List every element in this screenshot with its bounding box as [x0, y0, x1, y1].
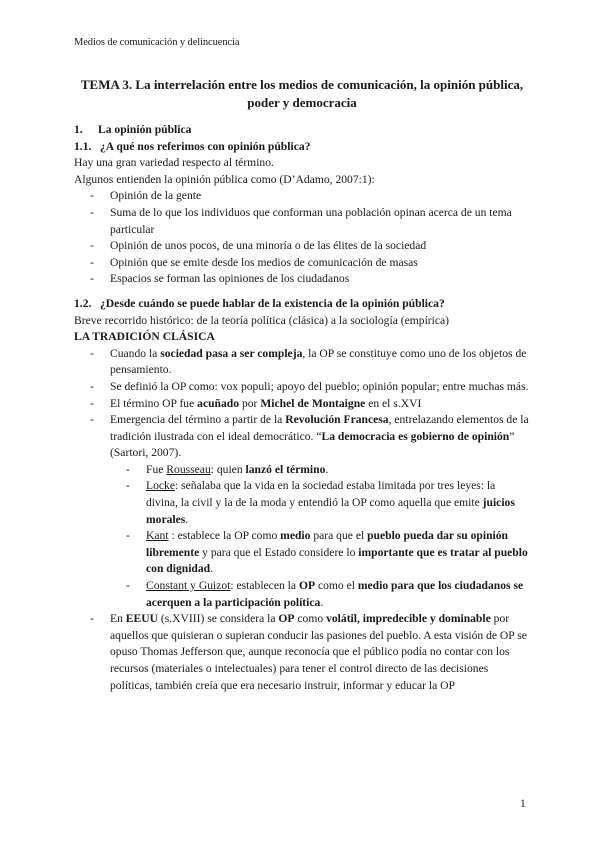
- subsection-heading-1-1: 1.1. ¿A qué nos referimos con opinión pública?: [74, 139, 311, 153]
- sublist-item: - Locke: señalaba que la vida en la sociedad estaba limitada por tres leyes: la divina, la civil y la de la moda y entendió la OP como aquella que emite juicios morales.: [74, 478, 530, 528]
- list-item: - En EEUU (s.XVIII) se considera la OP como volátil, impredecible y dominable por aquellos que quisieran o supieran conducir las pasiones del pueblo. A esta visión de OP se opuso Thomas Jefferson que, aunque reconocía que el público podía no contar con los recursos (materiales o intelectuales) para tener el control directo de las decisiones políticas, también creía que era necesario instruir, informar y educar la OP: [74, 611, 530, 694]
- list-item: - Opinión de la gente: [74, 188, 530, 205]
- list-item: - El término OP fue acuñado por Michel de Montaigne en el s.XVI: [74, 396, 530, 413]
- paragraph: Hay una gran variedad respecto al término.: [74, 156, 274, 170]
- definition-list: [74, 188, 530, 288]
- document-title: [74, 76, 530, 112]
- running-header: Medios de comunicación y delincuencia: [74, 37, 240, 48]
- list-item: - Opinión de unos pocos, de una minoría o de las élites de la sociedad: [74, 238, 530, 255]
- history-list: [74, 346, 530, 694]
- list-item: - Suma de lo que los individuos que conforman una población opinan acerca de un tema particular: [74, 205, 530, 238]
- list-item: - Espacios se forman las opiniones de los ciudadanos: [74, 271, 530, 288]
- sublist-item: - Kant : establece la OP como medio para que el pueblo pueda dar su opinión libremente y para que el Estado considere lo importante que es tratar al pueblo con dignidad.: [74, 528, 530, 578]
- list-item: - Cuando la sociedad pasa a ser compleja, la OP se constituye como uno de los objetos de pensamiento.: [74, 346, 530, 379]
- document-title-line-2: poder y democracia: [247, 95, 357, 110]
- paragraph: Breve recorrido histórico: de la teoría política (clásica) a la sociología (empírica): [74, 313, 450, 327]
- section-heading: 1. La opinión pública: [74, 123, 192, 136]
- paragraph: Algunos entienden la opinión pública como (D’Adamo, 2007:1):: [74, 172, 375, 186]
- thinkers-sublist: [74, 462, 530, 611]
- list-item: - Emergencia del término a partir de la Revolución Francesa, entrelazando elementos de la tradición ilustrada con el ideal democrático. “La democracia es gobierno de opinión” (Sartori, 2007). - Fue Rousseau: quien lanzó el término. - Locke: señalaba que la vida en la sociedad estaba limitada por tres leyes: la divina, la civil y la de la moda y entendió la OP como aquella que emite juicios morales. - Kant : establece la OP como medio para que el pueblo pueda dar su opinión libremente y para que el Estado considere lo importante que es tratar al pueblo con dignidad. - Constant y Guizot: establecen la OP como el medio para que los ciudadanos se acerquen a la participación política.: [74, 412, 530, 611]
- document-body: [74, 122, 530, 694]
- list-item: - Opinión que se emite desde los medios de comunicación de masas: [74, 255, 530, 272]
- page-number: 1: [520, 798, 526, 810]
- tradition-heading: LA TRADICIÓN CLÁSICA: [74, 330, 215, 344]
- list-item: - Se definió la OP como: vox populi; apoyo del pueblo; opinión popular; entre muchas más.: [74, 379, 530, 396]
- document-title-line-1: TEMA 3. La interrelación entre los medios de comunicación, la opinión pública,: [80, 77, 524, 92]
- sublist-item: - Constant y Guizot: establecen la OP como el medio para que los ciudadanos se acerquen a la participación política.: [74, 578, 530, 611]
- sublist-item: - Fue Rousseau: quien lanzó el término.: [74, 462, 530, 479]
- subsection-heading-1-2: 1.2. ¿Desde cuándo se puede hablar de la existencia de la opinión pública?: [74, 296, 445, 310]
